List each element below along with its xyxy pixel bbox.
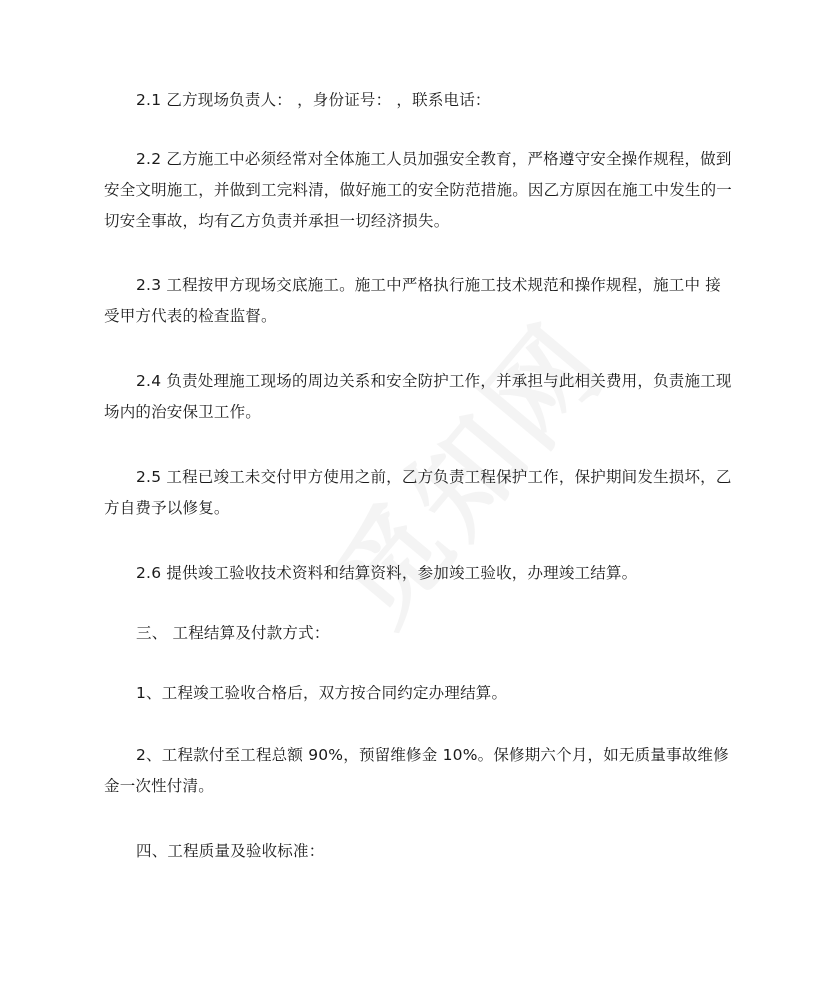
paragraph-2-5: 2.5 工程已竣工未交付甲方使用之前，乙方负责工程保护工作，保护期间发生损坏，乙方自费予以修复。 <box>104 468 732 517</box>
paragraph-2-1: 2.1 乙方现场负责人： ，身份证号： ，联系电话： <box>136 91 491 109</box>
paragraph-2-2: 2.2 乙方施工中必须经常对全体施工人员加强安全教育，严格遵守安全操作规程，做到安全文明施工，并做到工完料清，做好施工的安全防范措施。因乙方原因在施工中发生的一切安全事故，均有乙方负责并承担一切经济损失。 <box>104 150 733 230</box>
paragraph-3-2: 2、工程款付至工程总额 90%，预留维修金 10%。保修期六个月，如无质量事故维修金一次性付清。 <box>104 746 729 795</box>
paragraph-2-4: 2.4 负责处理施工现场的周边关系和安全防护工作，并承担与此相关费用，负责施工现场内的治安保卫工作。 <box>104 372 732 421</box>
paragraph-3-1: 1、工程竣工验收合格后，双方按合同约定办理结算。 <box>136 684 508 702</box>
paragraph-2-6: 2.6 提供竣工验收技术资料和结算资料，参加竣工验收，办理竣工结算。 <box>136 564 638 582</box>
paragraph-2-3: 2.3 工程按甲方现场交底施工。施工中严格执行施工技术规范和操作规程，施工中 接受甲方代表的检查监督。 <box>104 276 722 325</box>
section-4-heading: 四、工程质量及验收标准： <box>136 842 325 860</box>
section-3-heading: 三、 工程结算及付款方式： <box>136 624 330 642</box>
